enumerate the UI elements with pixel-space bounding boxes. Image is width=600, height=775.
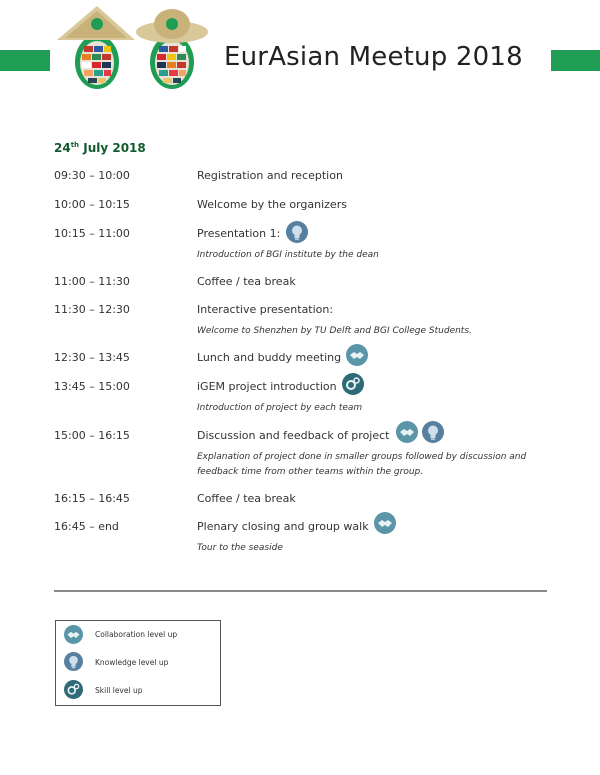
page-title: EurAsian Meetup 2018: [224, 42, 523, 72]
event-title: Welcome by the organizers: [197, 198, 347, 211]
time-slot: 11:00 – 11:30: [54, 275, 130, 288]
header-bar-right: [551, 50, 600, 71]
event-title: Discussion and feedback of project: [197, 429, 390, 442]
collaboration-icon: [374, 512, 396, 534]
divider: [54, 590, 547, 592]
knowledge-icon: [286, 221, 308, 243]
time-slot: 10:00 – 10:15: [54, 198, 130, 211]
skill-icon: [64, 680, 83, 699]
event-title: iGEM project introduction: [197, 380, 337, 393]
event-title: Coffee / tea break: [197, 275, 296, 288]
event-description-line: feedback time from other teams within the group.: [197, 467, 424, 477]
header-bar-left: [0, 50, 50, 71]
event-description: Introduction of project by each team: [197, 403, 363, 413]
collaboration-icon: [396, 421, 418, 443]
legend-label: Knowledge level up: [95, 658, 169, 667]
legend-label: Collaboration level up: [95, 630, 178, 639]
knowledge-icon: [64, 652, 83, 671]
skill-icon: [342, 373, 364, 395]
event-title: Registration and reception: [197, 169, 343, 182]
event-title: Lunch and buddy meeting: [197, 351, 342, 364]
collaboration-icon: [64, 625, 83, 644]
time-slot: 12:30 – 13:45: [54, 351, 130, 364]
knowledge-icon: [422, 421, 444, 443]
event-description: Introduction of BGI institute by the dean: [197, 250, 379, 260]
event-title: Presentation 1:: [197, 227, 281, 240]
legend-label: Skill level up: [95, 686, 143, 695]
legend: [55, 620, 221, 706]
schedule-date: 24th July 2018: [54, 141, 146, 155]
time-slot: 10:15 – 11:00: [54, 227, 130, 240]
time-slot: 16:15 – 16:45: [54, 492, 130, 505]
meetup-logo: [57, 2, 212, 90]
event-description: Welcome to Shenzhen by TU Delft and BGI College Students.: [197, 326, 472, 336]
event-description: Tour to the seaside: [197, 543, 283, 553]
event-title: Interactive presentation:: [197, 303, 334, 316]
event-title: Coffee / tea break: [197, 492, 296, 505]
event-description-line: Explanation of project done in smaller groups followed by discussion and: [197, 452, 527, 462]
time-slot: 11:30 – 12:30: [54, 303, 130, 316]
event-title: Plenary closing and group walk: [197, 520, 369, 533]
time-slot: 13:45 – 15:00: [54, 380, 130, 393]
collaboration-icon: [346, 344, 368, 366]
time-slot: 15:00 – 16:15: [54, 429, 130, 442]
time-slot: 16:45 – end: [54, 520, 119, 533]
time-slot: 09:30 – 10:00: [54, 169, 130, 182]
